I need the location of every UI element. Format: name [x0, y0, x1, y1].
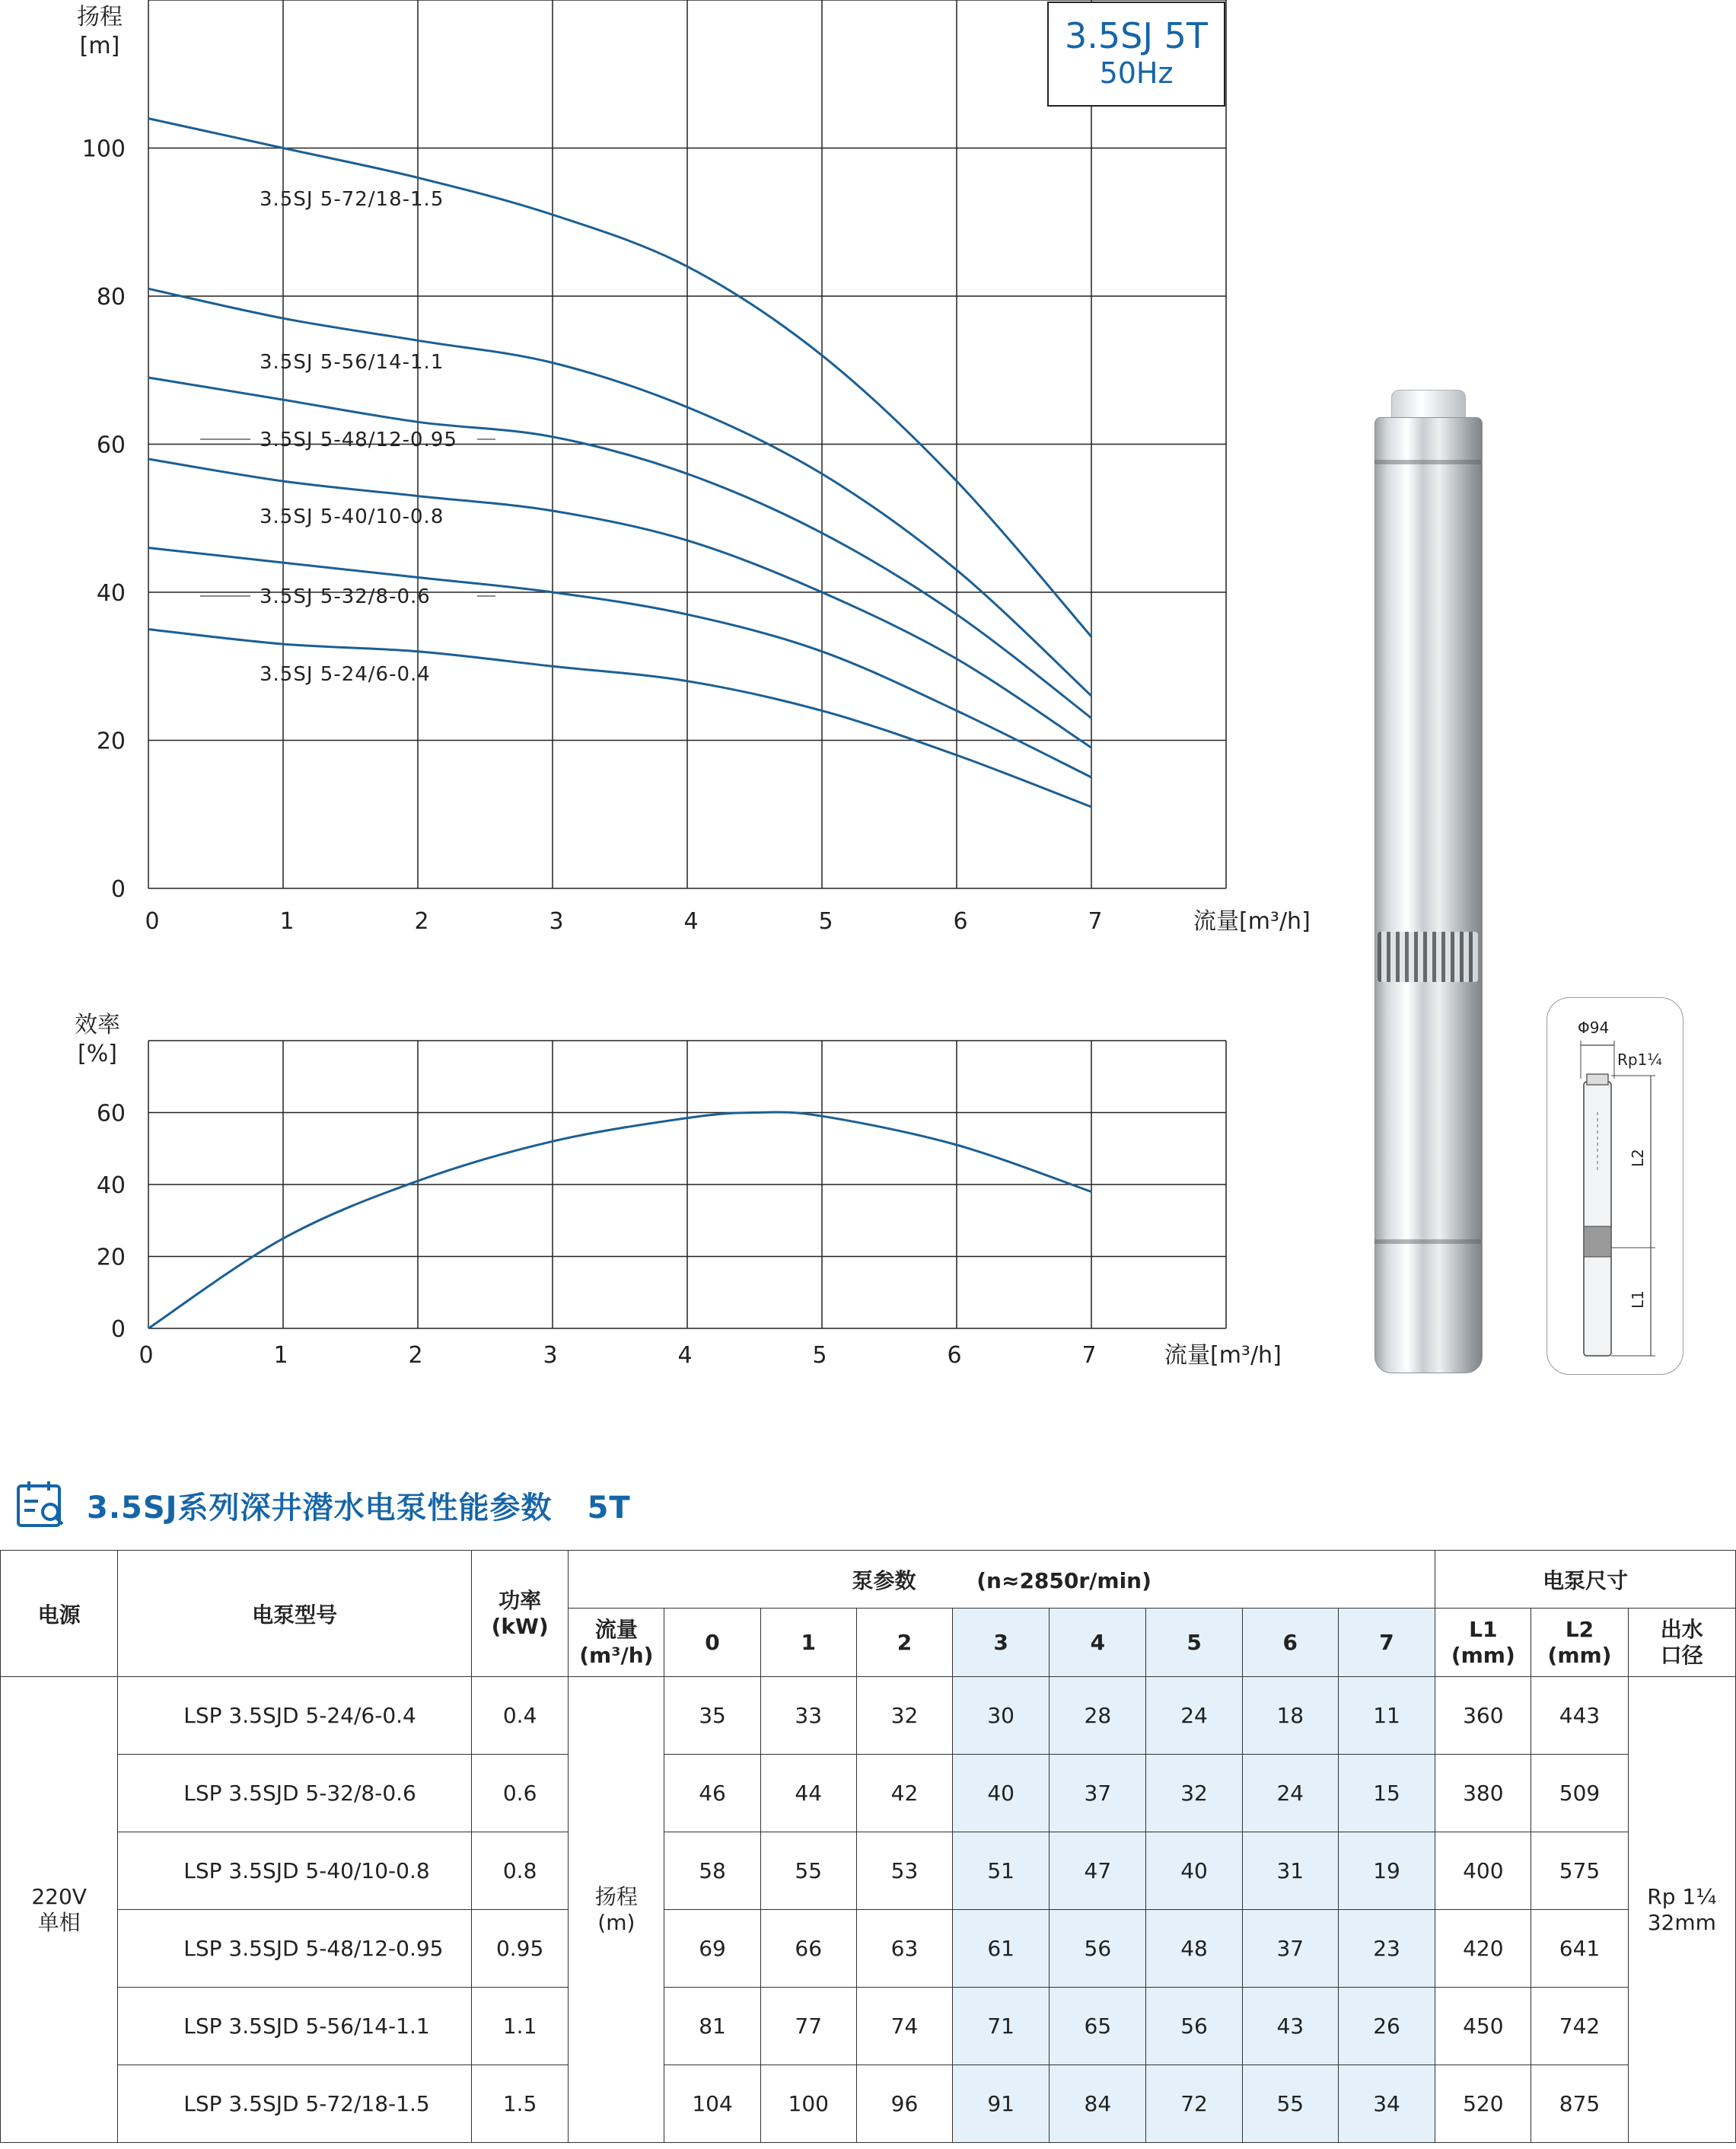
x-tick-label: 5: [818, 908, 833, 935]
head-value-cell: 100: [760, 2065, 856, 2143]
head-value-cell: 71: [953, 1988, 1050, 2065]
head-value-cell: 40: [1146, 1832, 1242, 1910]
head-value-cell: 43: [1242, 1988, 1338, 2065]
y-tick-label: 100: [81, 136, 126, 163]
y-tick-label: 0: [110, 1316, 126, 1343]
header-flow-col: 4: [1050, 1609, 1146, 1677]
y-tick-label: 40: [96, 1172, 126, 1199]
x-tick-label: 0: [139, 1342, 154, 1369]
y-axis-label-line1: 效率: [75, 1012, 120, 1038]
header-flow-col: 2: [856, 1609, 952, 1677]
pump-ring: [1374, 460, 1481, 464]
head-value-cell: 66: [760, 1910, 856, 1988]
dimension-drawing: [1546, 997, 1683, 1375]
dim-l1-label: L1: [1629, 1290, 1647, 1309]
model-badge: [1047, 2, 1225, 107]
head-value-cell: 32: [1146, 1755, 1242, 1832]
x-tick-label: 7: [1088, 908, 1103, 935]
l2-cell: 509: [1531, 1755, 1628, 1832]
header-speed: (n≈2850r/min): [976, 1567, 1151, 1593]
header-flow-col: 7: [1338, 1609, 1435, 1677]
head-label-merged: 扬程 (m): [569, 1677, 664, 2143]
calendar-search-icon: [15, 1478, 68, 1532]
header-flow-col: 6: [1242, 1609, 1338, 1677]
head-value-cell: 65: [1050, 1988, 1146, 2065]
x-tick-label: 7: [1081, 1342, 1097, 1369]
x-tick-label: 6: [947, 1342, 962, 1369]
head-value-cell: 69: [664, 1910, 760, 1988]
l2-cell: 443: [1531, 1677, 1628, 1755]
head-value-cell: 63: [856, 1910, 952, 1988]
series-label: 3.5SJ 5-32/8-0.6: [260, 585, 431, 608]
series-label: 3.5SJ 5-72/18-1.5: [260, 188, 444, 211]
table-row: [1, 1988, 1736, 2065]
badge-model: 3.5SJ 5T: [1065, 15, 1208, 56]
head-value-cell: 32: [856, 1677, 952, 1755]
table-row: [1, 1755, 1736, 1832]
header-kw: 功率 (kW): [472, 1551, 569, 1677]
head-value-cell: 18: [1242, 1677, 1338, 1755]
x-tick-label: 1: [273, 1342, 288, 1369]
head-value-cell: 15: [1338, 1755, 1435, 1832]
header-model: 电泵型号: [118, 1551, 472, 1677]
model-cell: LSP 3.5SJD 5-56/14-1.1: [118, 1988, 472, 2065]
y-tick-label: 60: [96, 432, 126, 459]
header-flow-col: 3: [953, 1609, 1050, 1677]
head-value-cell: 56: [1050, 1910, 1146, 1988]
dim-diameter-label: Φ94: [1578, 1019, 1610, 1037]
head-value-cell: 47: [1050, 1832, 1146, 1910]
head-value-cell: 53: [856, 1832, 952, 1910]
l1-cell: 360: [1435, 1677, 1531, 1755]
model-cell: LSP 3.5SJD 5-32/8-0.6: [118, 1755, 472, 1832]
l1-cell: 400: [1435, 1832, 1531, 1910]
model-cell: LSP 3.5SJD 5-72/18-1.5: [118, 2065, 472, 2143]
pump-illustration: [1374, 390, 1481, 1372]
y-axis-label-line2: [m]: [79, 33, 120, 59]
outlet-merged: Rp 1¼ 32mm: [1628, 1677, 1735, 2143]
head-value-cell: 26: [1338, 1988, 1435, 2065]
section-title-suffix: 5T: [587, 1490, 631, 1526]
y-tick-label: 40: [96, 580, 126, 607]
kw-cell: 0.6: [472, 1755, 569, 1832]
pump-body: [1374, 417, 1483, 1373]
head-value-cell: 31: [1242, 1832, 1338, 1910]
head-value-cell: 19: [1338, 1832, 1435, 1910]
head-value-cell: 28: [1050, 1677, 1146, 1755]
head-value-cell: 34: [1338, 2065, 1435, 2143]
head-value-cell: 35: [664, 1677, 760, 1755]
kw-cell: 1.5: [472, 2065, 569, 2143]
x-tick-label: 3: [543, 1342, 558, 1369]
l1-cell: 450: [1435, 1988, 1531, 2065]
x-axis-label: 流量[m³/h]: [1193, 908, 1311, 935]
head-value-cell: 51: [953, 1832, 1050, 1910]
kw-cell: 1.1: [472, 1988, 569, 2065]
y-tick-label: 60: [96, 1100, 126, 1127]
model-cell: LSP 3.5SJD 5-48/12-0.95: [118, 1910, 472, 1988]
x-tick-label: 0: [145, 908, 160, 935]
head-value-cell: 58: [664, 1832, 760, 1910]
y-tick-label: 80: [96, 284, 126, 311]
head-value-cell: 74: [856, 1988, 952, 2065]
badge-frequency: 50Hz: [1099, 56, 1174, 90]
header-dimensions: 电泵尺寸: [1435, 1551, 1736, 1609]
series-label: 3.5SJ 5-56/14-1.1: [260, 351, 444, 374]
head-value-cell: 72: [1146, 2065, 1242, 2143]
head-value-cell: 40: [953, 1755, 1050, 1832]
head-value-cell: 11: [1338, 1677, 1435, 1755]
x-tick-label: 2: [414, 908, 429, 935]
l2-cell: 575: [1531, 1832, 1628, 1910]
header-flow-col: 1: [760, 1609, 856, 1677]
x-tick-label: 6: [953, 908, 968, 935]
l2-cell: 742: [1531, 1988, 1628, 2065]
kw-cell: 0.4: [472, 1677, 569, 1755]
series-label: 3.5SJ 5-48/12-0.95: [260, 429, 457, 451]
table-row: [1, 1677, 1736, 1755]
x-axis-label: 流量[m³/h]: [1164, 1342, 1282, 1369]
header-pump-params: [569, 1551, 1435, 1609]
model-cell: LSP 3.5SJD 5-40/10-0.8: [118, 1832, 472, 1910]
head-value-cell: 56: [1146, 1988, 1242, 2065]
table-body: [1, 1677, 1736, 2143]
series-label: 3.5SJ 5-40/10-0.8: [260, 505, 444, 528]
pump-ring: [1374, 1239, 1481, 1244]
head-value-cell: 84: [1050, 2065, 1146, 2143]
power-supply-merged: 220V 单相: [1, 1677, 118, 2143]
series-line: [148, 1112, 1091, 1328]
y-axis-label-line2: [%]: [78, 1041, 117, 1067]
head-value-cell: 77: [760, 1988, 856, 2065]
y-axis-label-line1: 扬程: [77, 4, 123, 30]
l1-cell: 380: [1435, 1755, 1531, 1832]
kw-cell: 0.95: [472, 1910, 569, 1988]
head-value-cell: 55: [1242, 2065, 1338, 2143]
head-value-cell: 96: [856, 2065, 952, 2143]
head-value-cell: 55: [760, 1832, 856, 1910]
y-tick-label: 20: [96, 728, 126, 755]
head-value-cell: 37: [1050, 1755, 1146, 1832]
header-power-supply: 电源: [1, 1551, 118, 1677]
l2-cell: 641: [1531, 1910, 1628, 1988]
dim-thread-label: Rp1¼: [1617, 1051, 1662, 1069]
table-row: [1, 1832, 1736, 1910]
model-cell: LSP 3.5SJD 5-24/6-0.4: [118, 1677, 472, 1755]
table-header-row: [1, 1551, 1736, 1609]
y-tick-label: 0: [110, 876, 126, 903]
x-tick-label: 1: [279, 908, 295, 935]
y-tick-label: 20: [96, 1244, 126, 1271]
header-outlet: 出水 口径: [1628, 1609, 1735, 1677]
section-title-text: [87, 1484, 631, 1527]
head-value-cell: 30: [953, 1677, 1050, 1755]
table-row: [1, 1910, 1736, 1988]
x-tick-label: 4: [683, 908, 699, 935]
head-value-cell: 104: [664, 2065, 760, 2143]
header-flow-col: 0: [664, 1609, 760, 1677]
performance-table: [0, 1550, 1736, 2143]
head-value-cell: 37: [1242, 1910, 1338, 1988]
header-flow-col: 5: [1146, 1609, 1242, 1677]
head-value-cell: 81: [664, 1988, 760, 2065]
kw-cell: 0.8: [472, 1832, 569, 1910]
header-flow: 流量 (m³/h): [569, 1609, 664, 1677]
series-label: 3.5SJ 5-24/6-0.4: [260, 663, 431, 686]
head-value-cell: 44: [760, 1755, 856, 1832]
head-value-cell: 42: [856, 1755, 952, 1832]
x-tick-label: 2: [408, 1342, 423, 1369]
head-value-cell: 33: [760, 1677, 856, 1755]
x-tick-label: 5: [812, 1342, 827, 1369]
dimension-svg: [1547, 998, 1683, 1374]
header-pump-params-label: 泵参数: [852, 1567, 916, 1593]
header-l1: L1 (mm): [1435, 1609, 1531, 1677]
pump-inlet-grill: [1378, 932, 1478, 982]
l1-cell: 520: [1435, 2065, 1531, 2143]
section-title: [15, 1477, 631, 1533]
dim-l2-label: L2: [1629, 1149, 1647, 1167]
x-tick-label: 4: [677, 1342, 693, 1369]
x-tick-label: 3: [549, 908, 564, 935]
section-title-main: 3.5SJ系列深井潜水电泵性能参数: [87, 1490, 553, 1526]
head-value-cell: 61: [953, 1910, 1050, 1988]
header-l2: L2 (mm): [1531, 1609, 1628, 1677]
l2-cell: 875: [1531, 2065, 1628, 2143]
head-value-cell: 46: [664, 1755, 760, 1832]
head-value-cell: 48: [1146, 1910, 1242, 1988]
head-value-cell: 24: [1146, 1677, 1242, 1755]
head-value-cell: 91: [953, 2065, 1050, 2143]
l1-cell: 420: [1435, 1910, 1531, 1988]
head-value-cell: 24: [1242, 1755, 1338, 1832]
table-row: [1, 2065, 1736, 2143]
head-value-cell: 23: [1338, 1910, 1435, 1988]
